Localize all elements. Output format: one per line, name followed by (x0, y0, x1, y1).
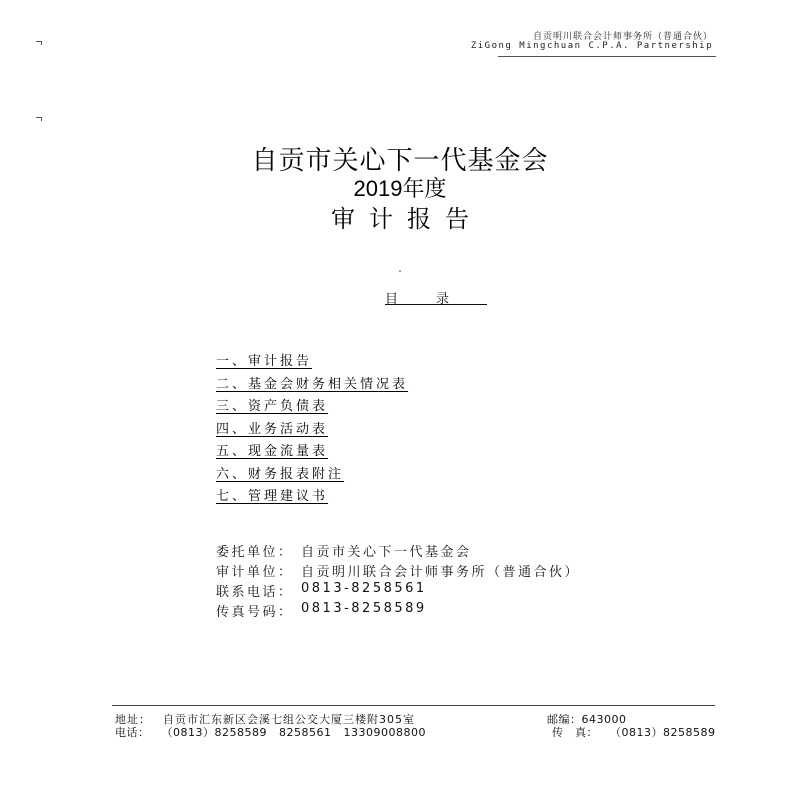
toc-item-label: 三、资产负债表 (216, 399, 329, 414)
toc-item[interactable] (216, 440, 408, 463)
report-year: 2019 (353, 176, 403, 201)
report-title-type: 审计报告 (331, 205, 483, 233)
phone-value: 0813-8258561 (301, 581, 427, 596)
toc-item[interactable] (216, 485, 408, 508)
auditor-row (216, 561, 580, 581)
report-title-org: 自贡市关心下一代基金会 (251, 146, 549, 176)
client-row (216, 541, 580, 561)
margin-mark (36, 41, 42, 42)
toc-item-label: 一、审计报告 (216, 354, 313, 369)
toc-item[interactable] (216, 463, 408, 486)
toc-item-label: 二、基金会财务相关情况表 (216, 376, 409, 392)
scan-speck (399, 270, 401, 272)
footer-postcode-value: 643000 (581, 713, 627, 726)
footer-address-label: 地址： (115, 713, 151, 726)
firm-name-en: ZiGong Mingchuan C.P.A. Partnership (470, 41, 713, 51)
footer-tel-value-2: 8258561 (278, 726, 332, 739)
toc-item[interactable] (216, 350, 408, 373)
footer-fax-label: 传 真： (552, 726, 598, 739)
toc-item[interactable] (216, 418, 408, 441)
footer-tel-value-1: （0813）8258589 (161, 726, 267, 739)
auditor-value: 自贡明川联合会计师事务所（普通合伙） (301, 565, 581, 580)
phone-row (216, 581, 580, 601)
margin-mark (36, 117, 42, 118)
toc-item-label: 六、财务报表附注 (216, 466, 345, 482)
footer-fax-value: （0813）8258589 (610, 726, 716, 739)
client-value: 自贡市关心下一代基金会 (301, 545, 472, 560)
report-year-suffix: 年度 (402, 177, 447, 202)
footer-tel (115, 724, 426, 740)
client-label: 委托单位： (216, 545, 294, 560)
toc-item[interactable] (216, 395, 408, 418)
fax-row (216, 601, 580, 621)
footer-address-value: 自贡市汇东新区会溪七组公交大厦三楼附305室 (163, 713, 415, 726)
toc-heading: 目录 (385, 292, 488, 307)
fax-value: 0813-8258589 (301, 601, 427, 616)
fax-label: 传真号码： (216, 605, 294, 620)
toc-item-label: 五、现金流量表 (216, 444, 329, 459)
footer-rule (112, 705, 715, 706)
footer-postcode-label: 邮编： (547, 713, 582, 726)
report-info (216, 541, 580, 621)
toc-item[interactable] (216, 373, 408, 396)
phone-label: 联系电话： (216, 585, 294, 600)
auditor-label: 审计单位： (216, 565, 294, 580)
header-rule (498, 56, 716, 57)
footer-fax (552, 724, 715, 740)
firm-name-cn: 自贡明川联合会计师事务所（普通合伙） (532, 32, 713, 42)
toc-item-label: 四、业务活动表 (216, 421, 329, 437)
toc-item-label: 七、管理建议书 (216, 489, 329, 504)
toc-list (216, 350, 408, 508)
footer-tel-value-3: 13309008800 (343, 726, 426, 739)
footer-tel-label: 电话： (115, 726, 150, 739)
